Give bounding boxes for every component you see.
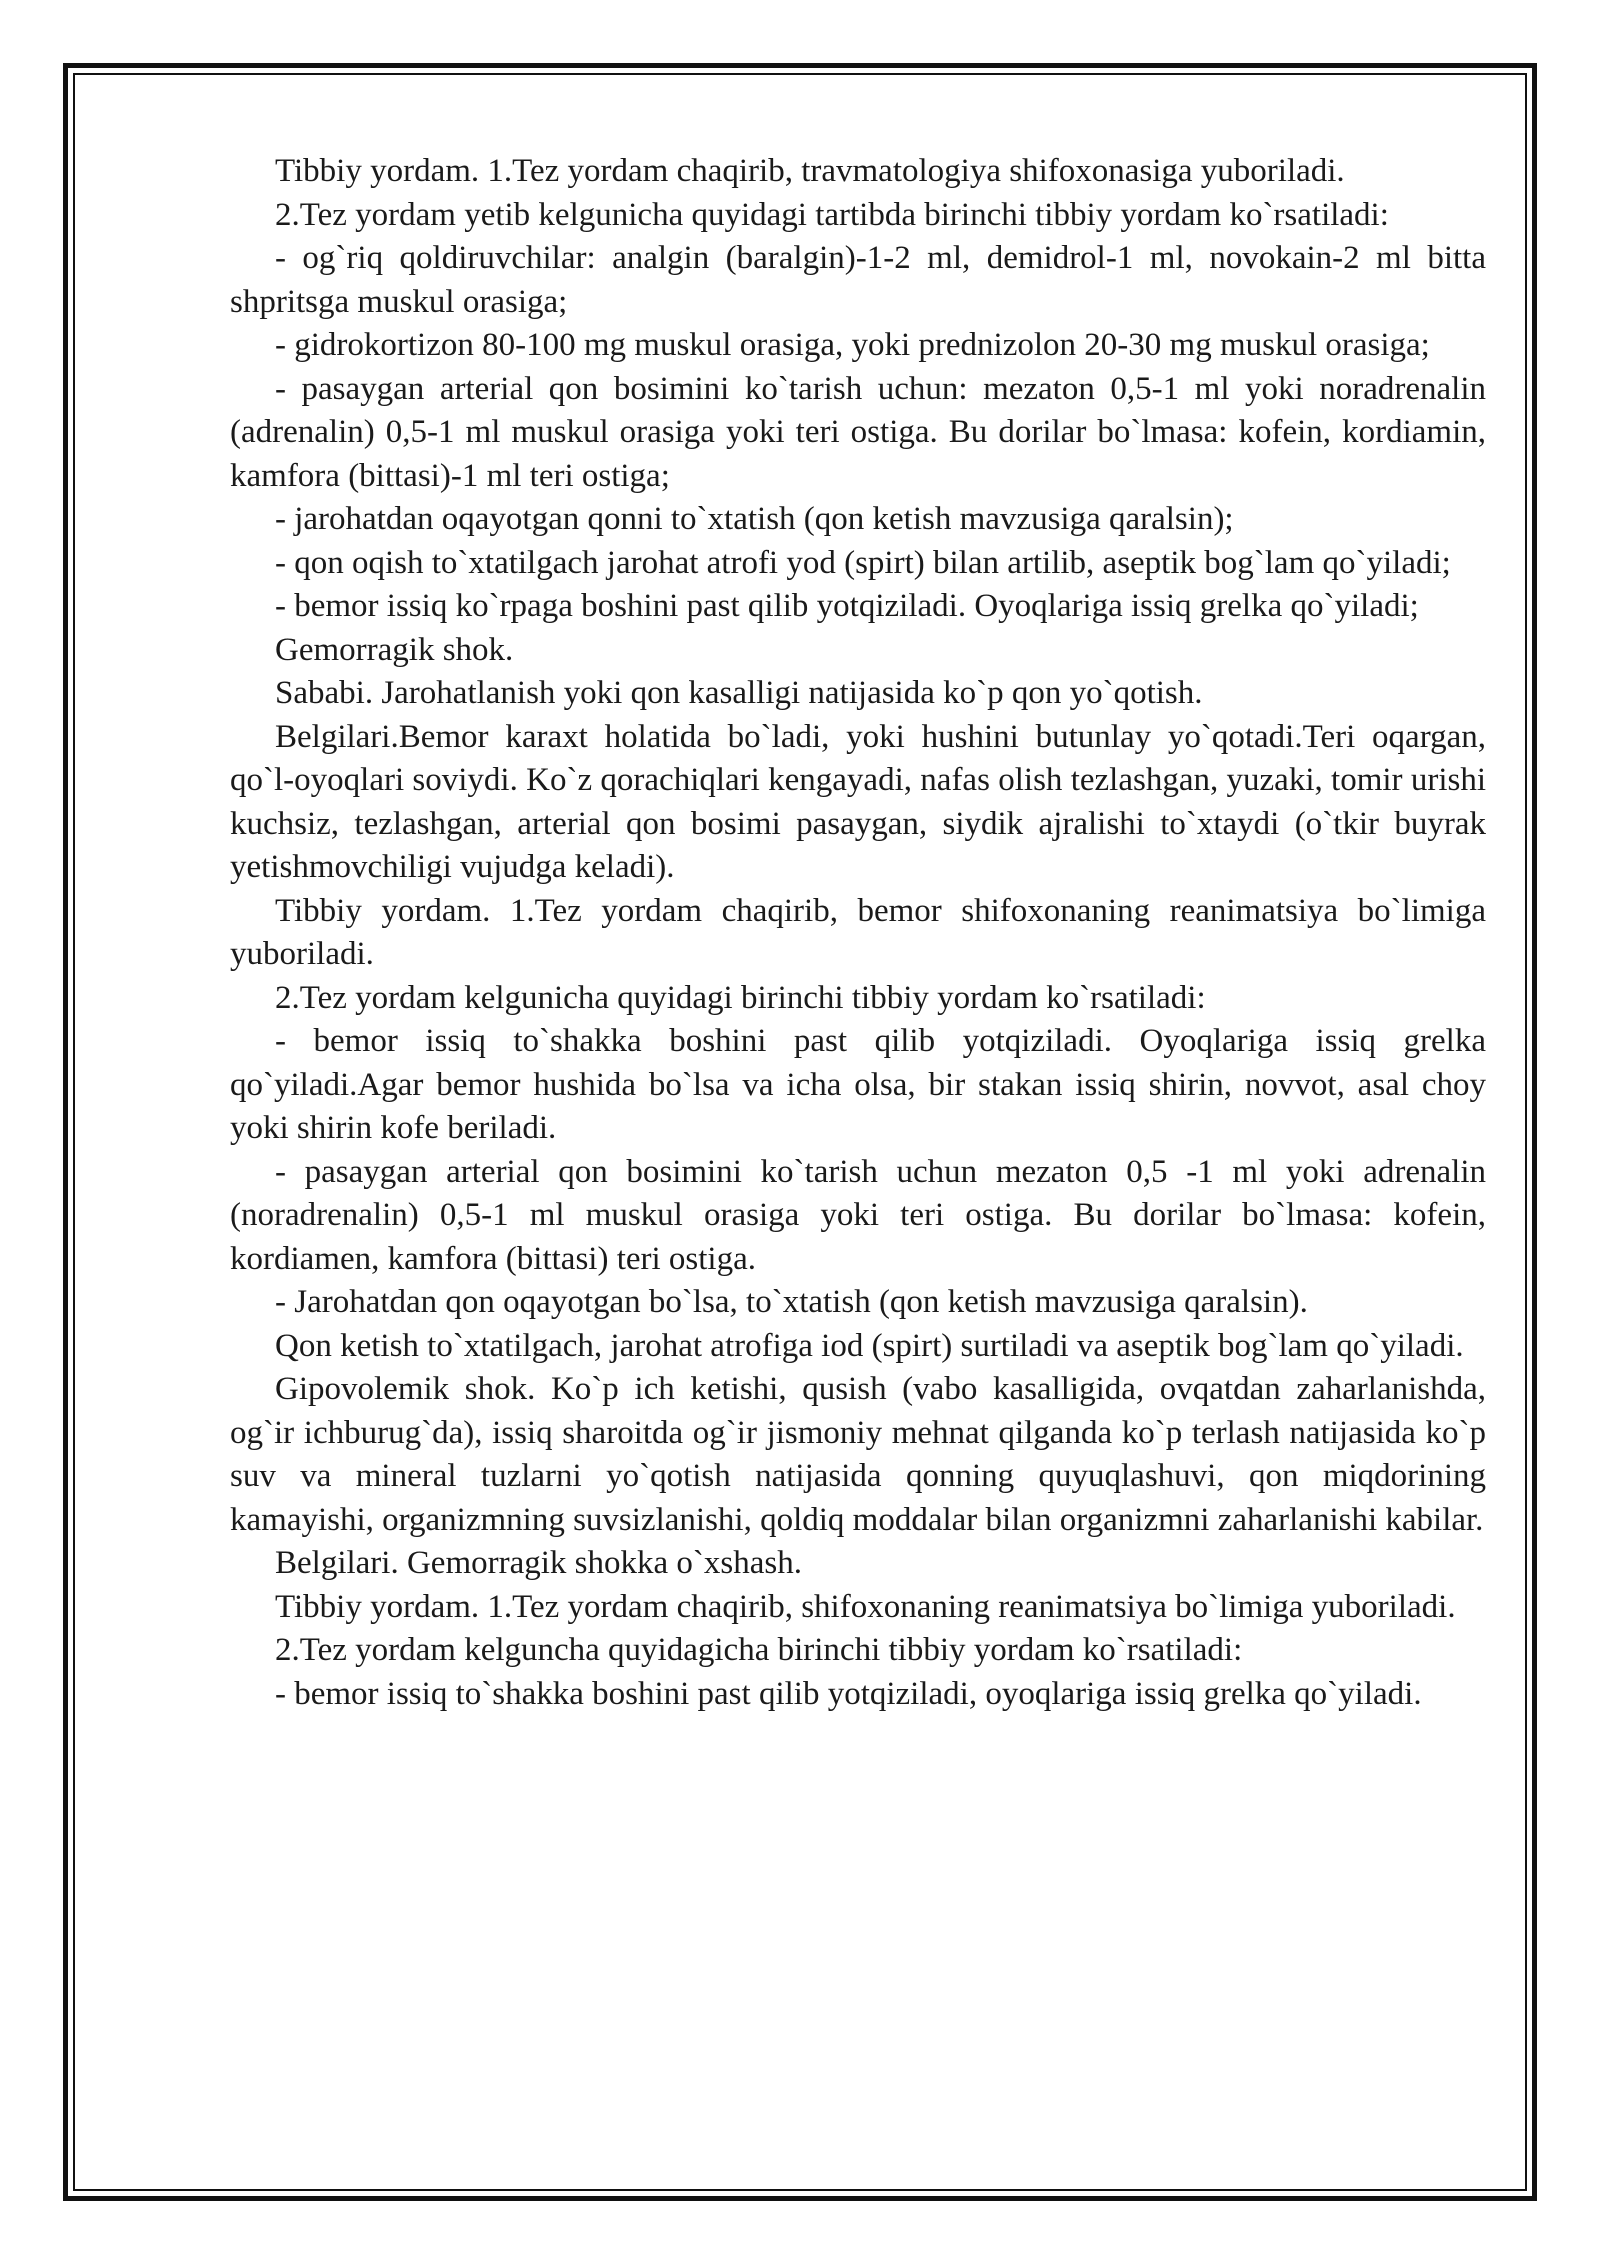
paragraph: Tibbiy yordam. 1.Tez yordam chaqirib, travmatologiya shifoxonasiga yuboriladi.	[275, 153, 1345, 189]
paragraph: Tibbiy yordam. 1.Tez yordam chaqirib, bemor shifoxonaning reanimatsiya bo`limiga yuboriladi.	[230, 892, 1486, 972]
paragraph: - Jarohatdan qon oqayotgan bo`lsa, to`xtatish (qon ketish mavzusiga qaralsin).	[275, 1284, 1308, 1320]
paragraph: - pasaygan arterial qon bosimini ko`tarish uchun mezaton 0,5 -1 ml yoki adrenalin (noradrenalin) 0,5-1 ml muskul orasiga yoki teri ostiga. Bu dorilar bo`lmasa: kofein, kordiamen, kamfora (bittasi) teri ostiga.	[230, 1153, 1486, 1277]
paragraph: Tibbiy yordam. 1.Tez yordam chaqirib, shifoxonaning reanimatsiya bo`limiga yuboriladi.	[275, 1588, 1456, 1625]
paragraph: Belgilari. Gemorragik shokka o`xshash.	[275, 1545, 802, 1581]
paragraph: Belgilari.Bemor karaxt holatida bo`ladi, yoki hushini butunlay yo`qotadi.Teri oqargan, qo`l-oyoqlari soviydi. Ko`z qorachiqlari kengayadi, nafas olish tezlashgan, yuzaki, tomir urishi kuchsiz, tezlashgan, arterial qon bosimi pasaygan, siydik ajralishi to`xtaydi (o`tkir buyrak yetishmovchiligi vujudga keladi).	[230, 718, 1486, 885]
paragraph: - bemor issiq to`shakka boshini past qilib yotqiziladi. Oyoqlariga issiq grelka qo`yiladi.Agar bemor hushida bo`lsa va icha olsa, bir stakan issiq shirin, novvot, asal choy yoki shirin kofe beriladi.	[230, 1023, 1486, 1146]
paragraph: - pasaygan arterial qon bosimini ko`tarish uchun: mezaton 0,5-1 ml yoki noradrenalin (adrenalin) 0,5-1 ml muskul orasiga yoki teri ostiga. Bu dorilar bo`lmasa: kofein, kordiamin, kamfora (bittasi)-1 ml teri ostiga;	[230, 370, 1486, 494]
paragraph: - bemor issiq ko`rpaga boshini past qilib yotqiziladi. Oyoqlariga issiq grelka qo`yiladi;	[275, 588, 1419, 624]
paragraph: 2.Tez yordam yetib kelgunicha quyidagi tartibda birinchi tibbiy yordam ko`rsatiladi:	[275, 196, 1389, 233]
paragraph: Gipovolemik shok. Ko`p ich ketishi, qusish (vabo kasalligida, ovqatdan zaharlanishda, og`ir ichburug`da), issiq sharoitda og`ir jismoniy mehnat qilganda ko`p terlash natijasida ko`p suv va mineral tuzlarni yo`qotish natijasida qonning quyuqlashuvi, qon miqdorining kamayishi, organizmning suvsizlanishi, qoldiq moddalar bilan organizmni zaharlanishi kabilar.	[230, 1371, 1486, 1538]
paragraph: - gidrokortizon 80-100 mg muskul orasiga, yoki prednizolon 20-30 mg muskul orasiga;	[275, 327, 1430, 363]
paragraph: - og`riq qoldiruvchilar: analgin (baralgin)-1-2 ml, demidrol-1 ml, novokain-2 ml bitta shpritsga muskul orasiga;	[230, 240, 1486, 320]
paragraph: - qon oqish to`xtatilgach jarohat atrofi yod (spirt) bilan artilib, aseptik bog`lam qo`yiladi;	[275, 544, 1451, 581]
paragraph: 2.Tez yordam kelgunicha quyidagi birinchi tibbiy yordam ko`rsatiladi:	[275, 979, 1206, 1016]
section-heading: Gemorragik shok.	[275, 631, 514, 668]
paragraph: - jarohatdan oqayotgan qonni to`xtatish (qon ketish mavzusiga qaralsin);	[275, 501, 1234, 537]
paragraph: 2.Tez yordam kelguncha quyidagicha birinchi tibbiy yordam ko`rsatiladi:	[275, 1632, 1243, 1668]
paragraph: - bemor issiq to`shakka boshini past qilib yotqiziladi, oyoqlariga issiq grelka qo`yiladi.	[275, 1675, 1422, 1712]
paragraph: Qon ketish to`xtatilgach, jarohat atrofiga iod (spirt) surtiladi va aseptik bog`lam qo`yiladi.	[275, 1327, 1464, 1364]
paragraph: Sababi. Jarohatlanish yoki qon kasalligi natijasida ko`p qon yo`qotish.	[275, 675, 1203, 711]
document-body	[230, 150, 1486, 1716]
